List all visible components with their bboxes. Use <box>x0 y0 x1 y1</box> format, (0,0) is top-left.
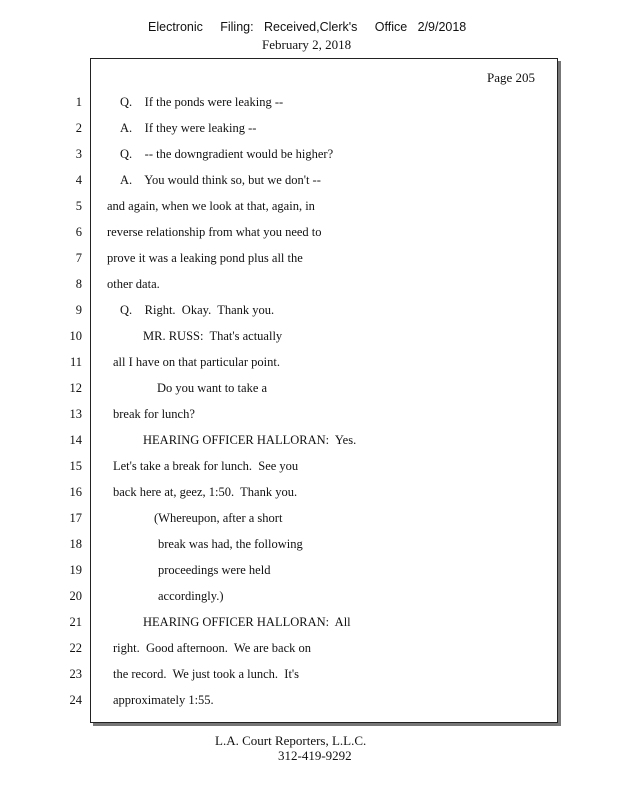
line-number: 23 <box>69 667 82 681</box>
line-number: 18 <box>69 537 82 551</box>
transcript-line: all I have on that particular point. <box>113 355 280 369</box>
transcript-line: break was had, the following <box>158 537 303 551</box>
line-number: 9 <box>75 303 82 317</box>
transcript-line: prove it was a leaking pond plus all the <box>107 251 303 265</box>
line-number: 16 <box>69 485 82 499</box>
transcript-line: HEARING OFFICER HALLORAN: All <box>143 615 351 629</box>
transcript-line: and again, when we look at that, again, in <box>107 199 315 213</box>
line-number: 12 <box>69 381 82 395</box>
transcript-line: accordingly.) <box>158 589 224 603</box>
line-number: 4 <box>75 173 82 187</box>
transcript-line: (Whereupon, after a short <box>154 511 283 525</box>
line-number: 11 <box>69 355 82 369</box>
transcript-line: proceedings were held <box>158 563 271 577</box>
line-number: 6 <box>75 225 82 239</box>
transcript-line: other data. <box>107 277 160 291</box>
transcript-line: Q. If the ponds were leaking -- <box>120 95 284 109</box>
line-number: 5 <box>75 199 82 213</box>
transcript-line: break for lunch? <box>113 407 195 421</box>
transcript-line: approximately 1:55. <box>113 693 214 707</box>
line-number: 8 <box>75 277 82 291</box>
transcript-line: A. If they were leaking -- <box>120 121 257 135</box>
line-number: 20 <box>69 589 82 603</box>
transcript-line: HEARING OFFICER HALLORAN: Yes. <box>143 433 357 447</box>
transcript-line: Let's take a break for lunch. See you <box>113 459 299 473</box>
transcript-line: back here at, geez, 1:50. Thank you. <box>113 485 298 499</box>
line-number: 21 <box>69 615 82 629</box>
line-number: 10 <box>69 329 82 343</box>
reporter-phone: 312-419-9292 <box>278 748 352 763</box>
page-number: Page 205 <box>487 70 536 85</box>
transcript-line: A. You would think so, but we don't -- <box>120 173 321 187</box>
transcript-line: Q. -- the downgradient would be higher? <box>120 147 334 161</box>
filing-date-line: February 2, 2018 <box>262 37 352 52</box>
line-number: 2 <box>75 121 82 135</box>
transcript-line: the record. We just took a lunch. It's <box>113 667 300 681</box>
transcript-line: reverse relationship from what you need to <box>107 225 322 239</box>
line-number: 7 <box>75 251 82 265</box>
filing-stamp-line: Electronic Filing: Received,Clerk's Office 2/9/2018 <box>148 20 467 34</box>
line-number: 22 <box>69 641 82 655</box>
transcript-line: Q. Right. Okay. Thank you. <box>120 303 275 317</box>
transcript-line: Do you want to take a <box>157 381 268 395</box>
reporter-company: L.A. Court Reporters, L.L.C. <box>215 733 367 748</box>
line-number: 17 <box>69 511 82 525</box>
line-number: 14 <box>69 433 82 447</box>
line-number: 3 <box>75 147 82 161</box>
transcript-line: MR. RUSS: That's actually <box>143 329 283 343</box>
line-number: 19 <box>69 563 82 577</box>
line-number: 24 <box>69 693 82 707</box>
line-number: 13 <box>69 407 82 421</box>
transcript-line: right. Good afternoon. We are back on <box>113 641 312 655</box>
line-number: 15 <box>69 459 82 473</box>
line-number: 1 <box>75 95 82 109</box>
